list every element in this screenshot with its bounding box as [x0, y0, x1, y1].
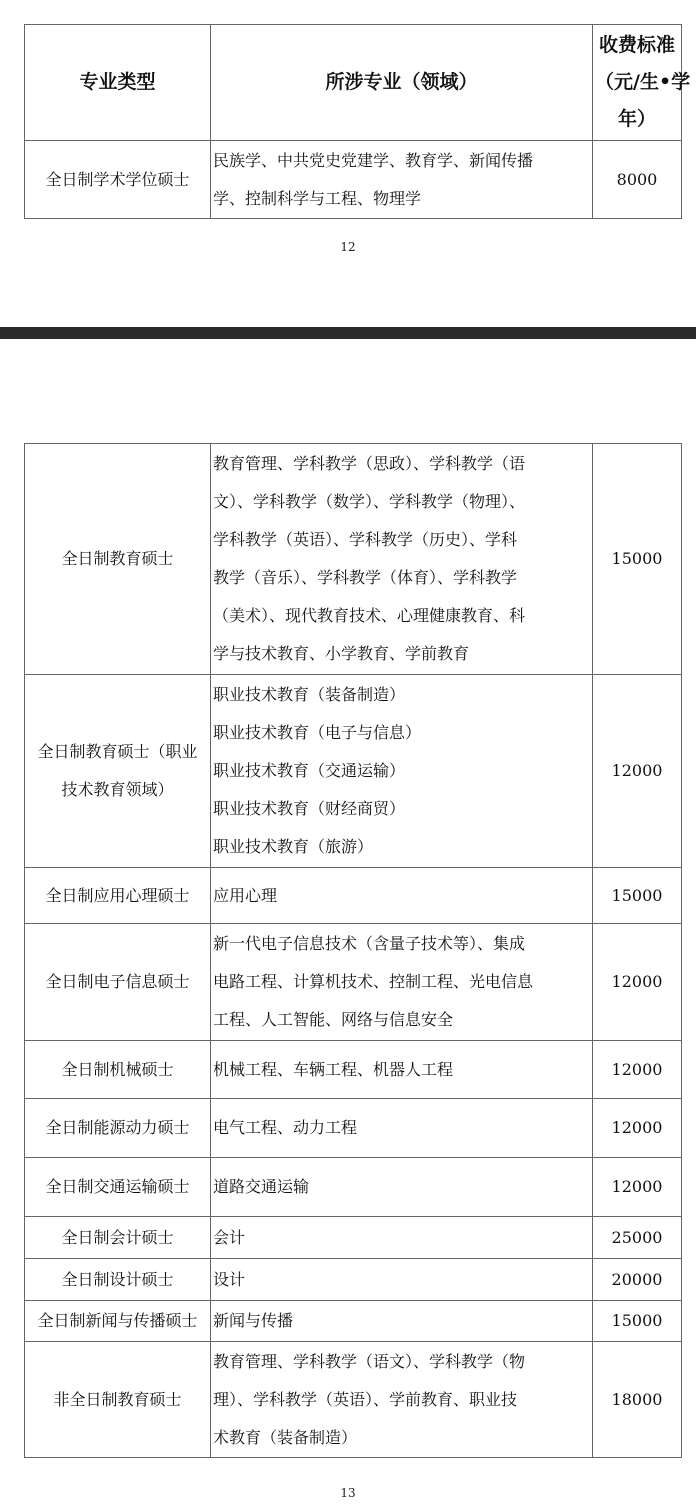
major-type-line: 全日制设计硕士 — [61, 1269, 174, 1289]
fee-cell: 12000 — [593, 675, 682, 868]
table-row — [25, 924, 682, 1041]
fields-line: 新闻与传播 — [213, 1311, 294, 1330]
fee-cell: 12000 — [593, 1158, 682, 1217]
fields-line: 新一代电子信息技术（含量子技术等）、集成 — [213, 934, 526, 953]
fields-cell — [211, 141, 593, 219]
major-type-cell — [25, 1301, 211, 1342]
table-row — [25, 141, 682, 219]
fee-cell: 18000 — [593, 1342, 682, 1458]
table-row — [25, 868, 682, 924]
major-type-cell — [25, 1158, 211, 1217]
header-fields: 所涉专业（领域） — [211, 25, 593, 141]
fee-cell: 20000 — [593, 1259, 682, 1301]
fields-line: 会计 — [213, 1227, 246, 1247]
major-type-line: 全日制交通运输硕士 — [45, 1177, 190, 1196]
fee-table-page-12 — [24, 24, 691, 219]
table-row — [25, 1158, 682, 1217]
fee-cell: 15000 — [593, 868, 682, 924]
fields-cell — [211, 675, 593, 868]
fields-cell — [211, 1259, 593, 1301]
major-type-line: 全日制能源动力硕士 — [45, 1118, 190, 1137]
fields-cell — [211, 1041, 593, 1099]
major-type-cell — [25, 1342, 211, 1458]
fields-line: 理）、学科教学（英语）、学前教育、职业技 — [213, 1389, 518, 1409]
fee-cell: 12000 — [593, 1099, 682, 1158]
major-type-cell — [25, 675, 211, 868]
major-type-line: 技术教育领域） — [61, 780, 174, 799]
fields-line: 教育管理、学科教学（思政）、学科教学（语 — [213, 454, 526, 473]
table-row — [25, 1217, 682, 1259]
header-fee-line: 收费标准 — [598, 34, 675, 56]
fields-cell — [211, 1342, 593, 1458]
major-type-cell — [25, 141, 211, 219]
fields-line: 职业技术教育（电子与信息） — [213, 723, 422, 742]
table-header-row — [25, 25, 682, 141]
table-row — [25, 444, 682, 675]
fields-line: 电路工程、计算机技术、控制工程、光电信息 — [213, 972, 534, 991]
header-fee-line: 年） — [617, 108, 656, 130]
fields-line: 道路交通运输 — [213, 1177, 310, 1196]
fields-line: 职业技术教育（旅游） — [213, 837, 374, 856]
fields-cell — [211, 924, 593, 1041]
major-type-cell — [25, 1041, 211, 1099]
fields-line: 教育管理、学科教学（语文）、学科教学（物 — [213, 1351, 526, 1371]
header-fee-line: （元/生•学 — [595, 71, 691, 93]
fields-line: 学、控制科学与工程、物理学 — [213, 188, 422, 208]
major-type-line: 全日制应用心理硕士 — [45, 885, 190, 905]
fields-line: 学与技术教育、小学教育、学前教育 — [213, 644, 470, 663]
table-row — [25, 1041, 682, 1099]
fields-line: 电气工程、动力工程 — [213, 1118, 358, 1137]
fields-cell — [211, 1217, 593, 1259]
header-fee — [593, 25, 691, 141]
fields-line: 职业技术教育（财经商贸） — [213, 799, 406, 818]
fields-line: 教学（音乐）、学科教学（体育）、学科教学 — [213, 568, 518, 587]
major-type-line: 全日制新闻与传播硕士 — [37, 1311, 198, 1330]
page-number: 13 — [340, 1486, 356, 1500]
fee-table-page-13 — [24, 443, 682, 1458]
fields-line: 应用心理 — [213, 885, 278, 905]
major-type-cell — [25, 924, 211, 1041]
page-separator — [0, 327, 696, 339]
major-type-line: 全日制电子信息硕士 — [45, 972, 190, 991]
fields-line: 术教育（装备制造） — [213, 1427, 358, 1447]
major-type-line: 非全日制教育硕士 — [53, 1389, 182, 1409]
fields-line: 职业技术教育（装备制造） — [213, 685, 406, 704]
fee-cell: 15000 — [593, 444, 682, 675]
fields-line: 设计 — [213, 1269, 246, 1289]
fields-line: （美术）、现代教育技术、心理健康教育、科 — [213, 606, 526, 625]
fields-cell — [211, 1099, 593, 1158]
major-type-cell — [25, 1217, 211, 1259]
fields-line: 文）、学科教学（数学）、学科教学（物理）、 — [213, 492, 526, 511]
major-type-line: 全日制学术学位硕士 — [45, 169, 190, 189]
major-type-cell — [25, 1099, 211, 1158]
fee-cell: 12000 — [593, 924, 682, 1041]
table-row — [25, 1301, 682, 1342]
major-type-cell — [25, 1259, 211, 1301]
fee-cell: 8000 — [593, 141, 682, 219]
major-type-line: 全日制会计硕士 — [61, 1227, 174, 1247]
fee-cell: 15000 — [593, 1301, 682, 1342]
header-major-type: 专业类型 — [25, 25, 211, 141]
table-row — [25, 1342, 682, 1458]
major-type-line: 全日制教育硕士（职业 — [37, 742, 198, 761]
fee-cell: 25000 — [593, 1217, 682, 1259]
fee-cell: 12000 — [593, 1041, 682, 1099]
fields-cell — [211, 1301, 593, 1342]
fields-line: 民族学、中共党史党建学、教育学、新闻传播 — [213, 150, 534, 170]
table-row — [25, 675, 682, 868]
major-type-cell — [25, 868, 211, 924]
fields-line: 学科教学（英语）、学科教学（历史）、学科 — [213, 530, 518, 549]
fields-cell — [211, 868, 593, 924]
major-type-line: 全日制教育硕士 — [61, 549, 174, 568]
major-type-line: 全日制机械硕士 — [61, 1059, 174, 1079]
fields-line: 工程、人工智能、网络与信息安全 — [213, 1010, 454, 1029]
page-number: 12 — [340, 240, 356, 254]
fields-line: 职业技术教育（交通运输） — [213, 761, 406, 780]
fields-line: 机械工程、车辆工程、机器人工程 — [213, 1059, 454, 1079]
fields-cell — [211, 1158, 593, 1217]
table-row — [25, 1099, 682, 1158]
table-row — [25, 1259, 682, 1301]
major-type-cell — [25, 444, 211, 675]
fields-cell — [211, 444, 593, 675]
